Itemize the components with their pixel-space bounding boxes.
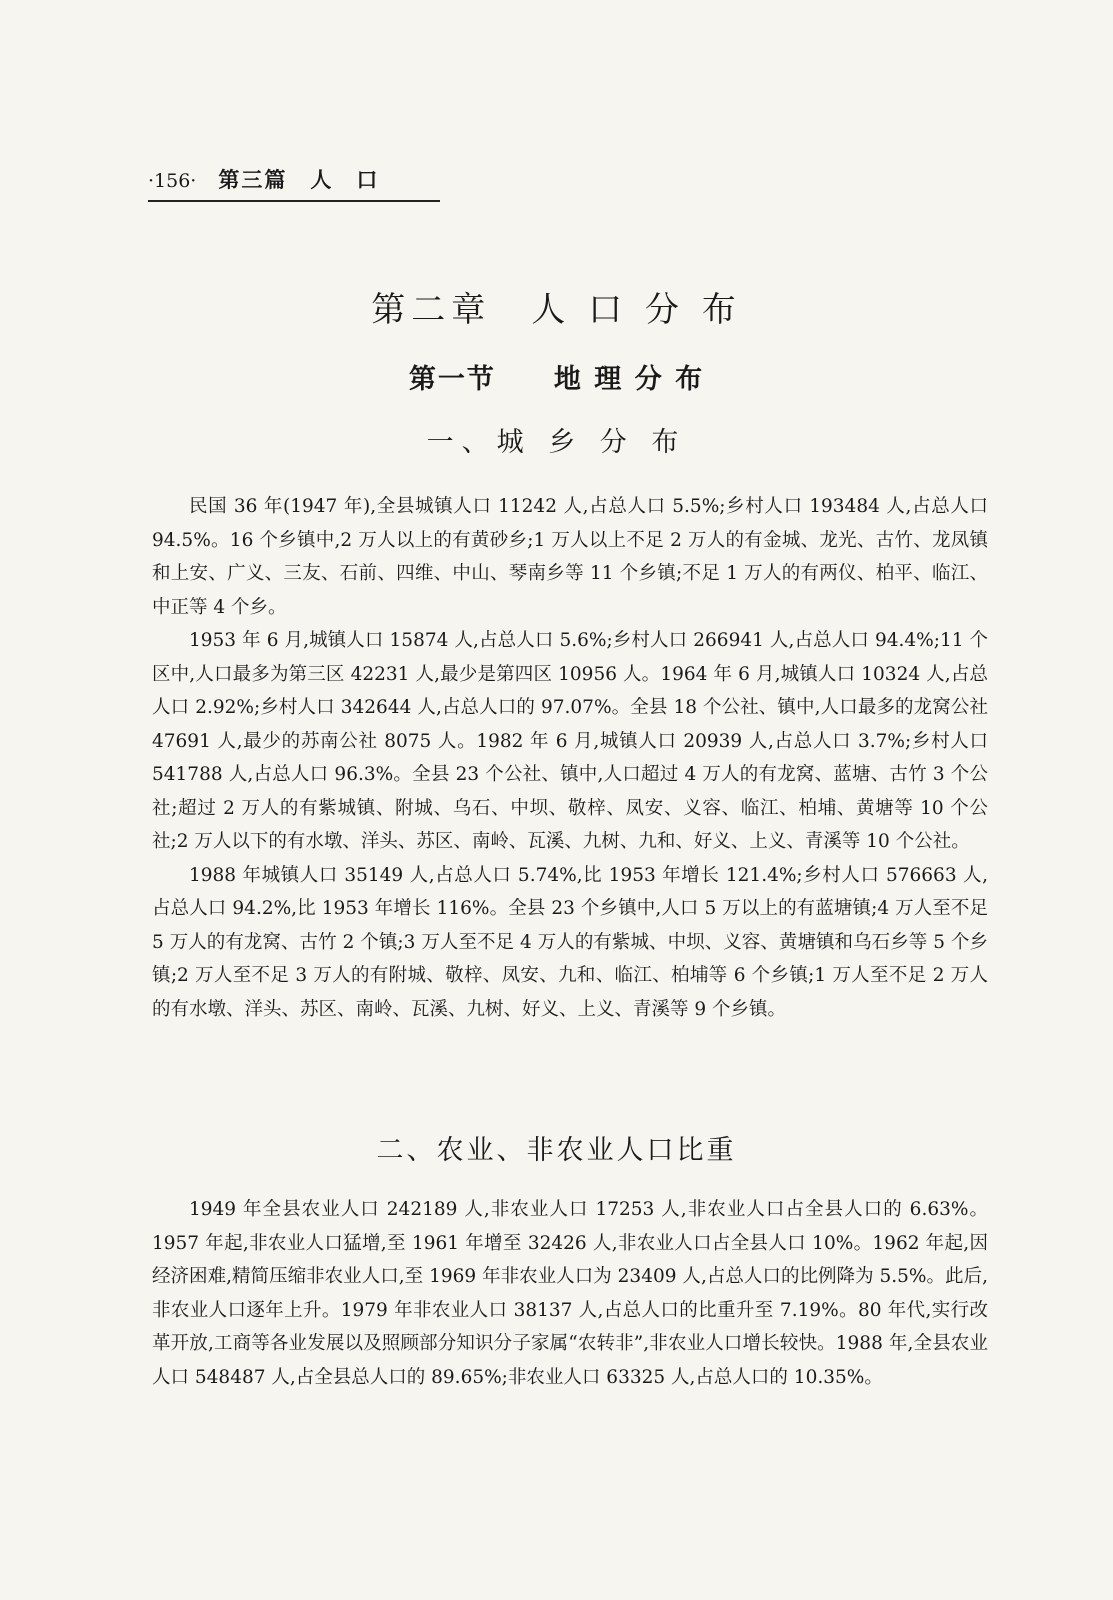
section-title: 第一节 地 理 分 布 xyxy=(408,364,705,395)
paragraph: 1953 年 6 月,城镇人口 15874 人,占总人口 5.6%;乡村人口 266941 人,占总人口 94.4%;11 个区中,人口最多为第三区 42231 人,最少是第四区 10956 人。1964 年 6 月,城镇人口 10324 人,占总人口 2.92%;乡村人口 342644 人,占总人口的 97.07%。全县 18 个公社、镇中,人口最多的龙窝公社 47691 人,最少的苏南公社 8075 人。1982 年 6 月,城镇人口 20939 人,占总人口 3.7%;乡村人口 541788 人,占总人口 96.3%。全县 23 个公社、镇中,人口超过 4 万人的有龙窝、蓝塘、古竹 3 个公社;超过 2 万人的有紫城镇、附城、乌石、中坝、敬梓、凤安、义容、临江、柏埔、黄塘等 10 个公社;2 万人以下的有水墩、洋头、苏区、南岭、瓦溪、九树、九和、好义、上义、青溪等 10 个公社。 xyxy=(152,630,988,852)
paragraph: 1949 年全县农业人口 242189 人,非农业人口 17253 人,非农业人口占全县人口的 6.63%。1957 年起,非农业人口猛增,至 1961 年增至 32426 人,非农业人口占全县人口 10%。1962 年起,因经济困难,精简压缩非农业人口,至 1969 年非农业人口为 23409 人,占总人口的比例降为 5.5%。此后,非农业人口逐年上升。1979 年非农业人口 38137 人,占总人口的比重升至 7.19%。80 年代,实行改革开放,工商等各业发展以及照顾部分知识分子家属“农转非”,非农业人口增长较快。1988 年,全县农业人口 548487 人,占全县总人口的 89.65%;非农业人口 63325 人,占总人口的 10.35%。 xyxy=(152,1199,988,1388)
urban-rural-text-block xyxy=(152,490,988,1026)
paragraph: 民国 36 年(1947 年),全县城镇人口 11242 人,占总人口 5.5%;乡村人口 193484 人,占总人口 94.5%。16 个乡镇中,2 万人以上的有黄砂乡;1 万人以上不足 2 万人的有金城、龙光、古竹、龙凤镇和上安、广义、三友、石前、四维、中山、琴南乡等 11 个乡镇;不足 1 万人的有两仪、柏平、临江、中正等 4 个乡。 xyxy=(152,496,988,618)
chapter-title: 第二章 人 口 分 布 xyxy=(371,290,742,330)
paragraph: 1988 年城镇人口 35149 人,占总人口 5.74%,比 1953 年增长 121.4%;乡村人口 576663 人,占总人口 94.2%,比 1953 年增长 116%。全县 23 个乡镇中,人口 5 万以上的有蓝塘镇;4 万人至不足 5 万人的有龙窝、古竹 2 个镇;3 万人至不足 4 万人的有紫城、中坝、义容、黄塘镇和乌石乡等 5 个乡镇;2 万人至不足 3 万人的有附城、敬梓、凤安、九和、临江、柏埔等 6 个乡镇;1 万人至不足 2 万人的有水墩、洋头、苏区、南岭、瓦溪、九树、好义、上义、青溪等 9 个乡镇。 xyxy=(152,864,988,1020)
page-number: ·156· xyxy=(148,170,197,192)
subsection-title-urban-rural: 一、城 乡 分 布 xyxy=(426,427,687,458)
part-title: 第三篇 人 口 xyxy=(218,168,380,192)
running-header xyxy=(148,164,440,202)
agricultural-ratio-text-block xyxy=(152,1193,988,1394)
subsection-title-agricultural-ratio: 二、农业、非农业人口比重 xyxy=(376,1135,737,1166)
